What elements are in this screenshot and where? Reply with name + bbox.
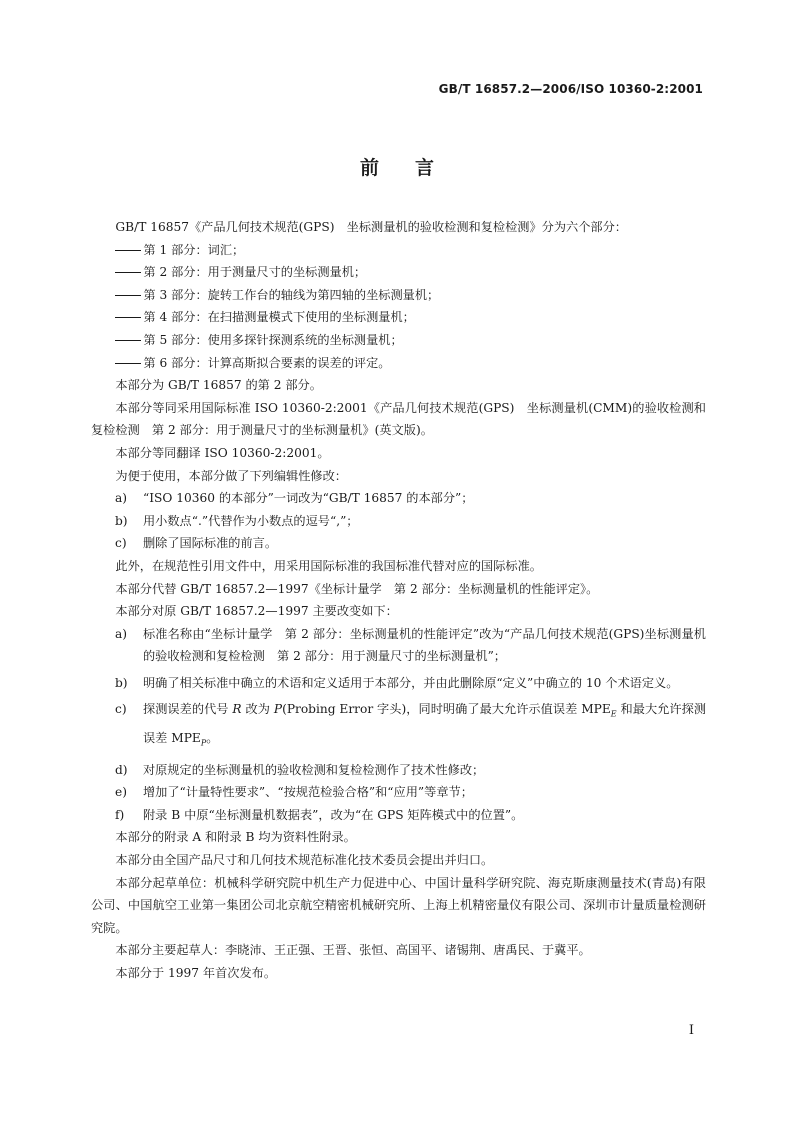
first-issue-statement: 本部分于 1997 年首次发布。: [115, 965, 277, 980]
proposed-by-statement: 本部分由全国产品尺寸和几何技术规范标准化技术委员会提出并归口。: [115, 852, 494, 867]
annex-statement: 本部分的附录 A 和附录 B 均为资料性附录。: [115, 830, 356, 845]
change-item: b) 明确了相关标准中确立的术语和定义适用于本部分，并由此删除原“定义”中确立的 10 个术语定义。: [115, 675, 679, 690]
normative-reference-statement: 此外，在规范性引用文件中，用采用国际标准的我国标准代替对应的国际标准。: [115, 558, 542, 573]
intro-paragraph: GB/T 16857《产品几何技术规范(GPS) 坐标测量机的验收检测和复检检测》分为六个部分：: [115, 220, 627, 234]
editorial-item: c) 删除了国际标准的前言。: [115, 536, 278, 551]
part-list-item: 第 6 部分：计算高斯拟合要素的误差的评定。: [91, 352, 706, 375]
part-list-item: 第 4 部分：在扫描测量模式下使用的坐标测量机；: [91, 306, 706, 329]
part-statement: 本部分为 GB/T 16857 的第 2 部分。: [115, 378, 322, 393]
change-item: e) 增加了“计量特性要求”、“按规范检验合格”和“应用”等章节；: [115, 785, 473, 800]
drafting-units: 本部分起草单位：机械科学研究院中机生产力促进中心、中国计量科学研究院、海克斯康测量技术(青岛)有限公司、中国航空工业第一集团公司北京航空精密机械研究所、上海上机精密量仪有限公司、深圳市计量质量检测研究院。: [91, 875, 706, 935]
replacement-statement: 本部分代替 GB/T 16857.2—1997《坐标计量学 第 2 部分：坐标测量机的性能评定》。: [115, 581, 599, 596]
part-list-item: 第 2 部分：用于测量尺寸的坐标测量机；: [91, 261, 706, 284]
document-body: [91, 216, 706, 984]
part-list-item: 第 3 部分：旋转工作台的轴线为第四轴的坐标测量机；: [91, 284, 706, 307]
drafters: 本部分主要起草人：李晓沛、王正强、王晋、张恒、高国平、诸锡荆、唐禹民、于冀平。: [115, 943, 591, 958]
editorial-item: b) 用小数点“.”代替作为小数点的逗号“,”；: [115, 513, 359, 528]
change-item: f) 附录 B 中原“坐标测量机数据表”，改为“在 GPS 矩阵模式中的位置”。: [115, 807, 524, 822]
page-number: I: [688, 1023, 694, 1038]
part-list-item: 第 5 部分：使用多探针探测系统的坐标测量机；: [91, 329, 706, 352]
page-title: 前言: [359, 157, 470, 179]
standard-code: GB/T 16857.2—2006/ISO 10360-2:2001: [438, 82, 703, 96]
translation-statement: 本部分等同翻译 ISO 10360-2:2001。: [115, 445, 330, 460]
editorial-intro: 为便于使用，本部分做了下列编辑性修改：: [115, 468, 347, 483]
change-item: a) 标准名称由“坐标计量学 第 2 部分：坐标测量机的性能评定”改为“产品几何技术规范(GPS)坐标测量机的验收检测和复检检测 第 2 部分：用于测量尺寸的坐标测量机”；: [115, 626, 706, 664]
editorial-item: a) “ISO 10360 的本部分”一词改为“GB/T 16857 的本部分”；: [115, 491, 474, 506]
change-item: c) 探测误差的代号 R 改为 P(Probing Error 字头)，同时明确了最大允许示值误差 $MPE_E$ 和最大允许探测误差 $MPE_P$。: [115, 702, 707, 747]
change-item: d) 对原规定的坐标测量机的验收检测和复检检测作了技术性修改；: [115, 762, 485, 777]
part-list-item: 第 1 部分：词汇；: [91, 239, 706, 262]
equivalence-statement: 本部分等同采用国际标准 ISO 10360-2:2001《产品几何技术规范(GPS) 坐标测量机(CMM)的验收检测和复检检测 第 2 部分：用于测量尺寸的坐标测量机》(英文版)。: [91, 400, 706, 438]
changes-intro: 本部分对原 GB/T 16857.2—1997 主要改变如下：: [115, 604, 398, 619]
